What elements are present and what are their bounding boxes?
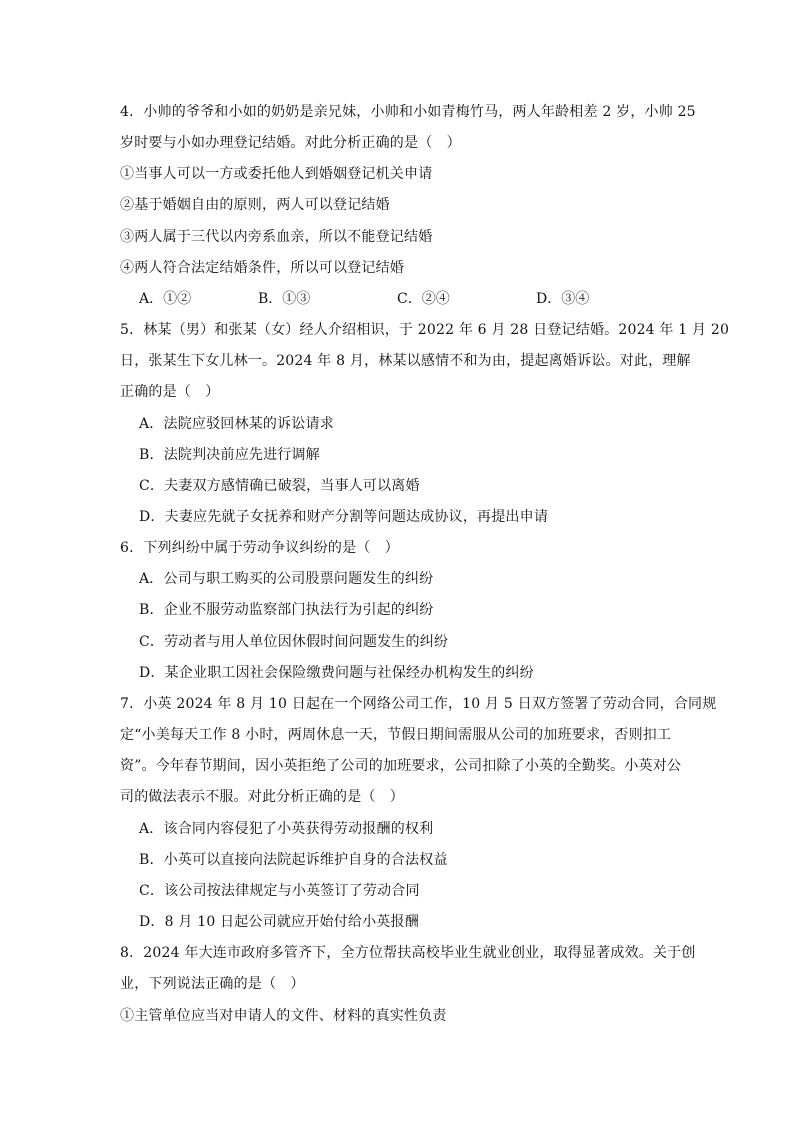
q8-statement-1: ①主管单位应当对申请人的文件、材料的真实性负责 — [120, 1008, 447, 1024]
q7-stem-line-4: 司的做法表示不服。对此分析正确的是（ ） — [120, 789, 404, 805]
q6-option-d: D．某企业职工因社会保险缴费问题与社保经办机构发生的纠纷 — [139, 665, 534, 681]
q5-stem-line-1: 5．林某（男）和张某（女）经人介绍相识，于 2022 年 6 月 28 日登记结婚。2024 年 1 月 20 — [120, 322, 730, 338]
q5-stem-line-3: 正确的是（ ） — [120, 384, 220, 400]
q7-option-c: C．该公司按法律规定与小英签订了劳动合同 — [139, 883, 420, 899]
q6-option-b: B．企业不服劳动监察部门执法行为引起的纠纷 — [139, 602, 434, 618]
q7-stem-line-2: 定“小美每天工作 8 小时，两周休息一天，节假日期间需服从公司的加班要求，否则扣工 — [120, 727, 672, 743]
q5-option-a: A．法院应驳回林某的诉讼请求 — [139, 416, 334, 432]
q8-stem-line-2: 业，下列说法正确的是（ ） — [120, 976, 305, 992]
q4-choice-a: A．①② — [139, 291, 192, 307]
q4-statement-1: ①当事人可以一方或委托他人到婚姻登记机关申请 — [120, 166, 433, 182]
q4-choice-c: C．②④ — [397, 291, 450, 307]
q8-stem-line-1: 8．2024 年大连市政府多管齐下，全方位帮扶高校毕业生就业创业，取得显著成效。关于创 — [120, 945, 696, 961]
q4-stem-line-2: 岁时要与小如办理登记结婚。对此分析正确的是（ ） — [120, 135, 461, 151]
q6-option-c: C．劳动者与用人单位因休假时间问题发生的纠纷 — [139, 634, 449, 650]
q4-choice-b: B．①③ — [258, 291, 311, 307]
q5-stem-line-2: 日，张某生下女儿林一。2024 年 8 月，林某以感情不和为由，提起离婚诉讼。对此，理解 — [120, 353, 691, 369]
q7-option-a: A．该合同内容侵犯了小英获得劳动报酬的权利 — [139, 821, 434, 837]
q5-option-c: C．夫妻双方感情确已破裂，当事人可以离婚 — [139, 478, 420, 494]
q5-option-d: D．夫妻应先就子女抚养和财产分割等问题达成协议，再提出申请 — [139, 509, 549, 525]
q4-statement-3: ③两人属于三代以内旁系血亲，所以不能登记结婚 — [120, 229, 433, 245]
q7-option-d: D．8 月 10 日起公司就应开始付给小英报酬 — [139, 914, 419, 930]
q6-stem-line-1: 6．下列纠纷中属于劳动争议纠纷的是（ ） — [120, 540, 399, 556]
q7-stem-line-3: 资”。今年春节期间，因小英拒绝了公司的加班要求，公司扣除了小英的全勤奖。小英对公 — [120, 758, 682, 774]
q6-option-a: A．公司与职工购买的公司股票问题发生的纠纷 — [139, 571, 434, 587]
q4-statement-2: ②基于婚姻自由的原则，两人可以登记结婚 — [120, 197, 390, 213]
q4-statement-4: ④两人符合法定结婚条件，所以可以登记结婚 — [120, 260, 404, 276]
q7-stem-line-1: 7．小英 2024 年 8 月 10 日起在一个网络公司工作，10 月 5 日双方签署了劳动合同，合同规 — [120, 696, 717, 712]
q4-stem-line-1: 4．小帅的爷爷和小如的奶奶是亲兄妹，小帅和小如青梅竹马，两人年龄相差 2 岁，小帅 25 — [120, 104, 696, 120]
q7-option-b: B．小英可以直接向法院起诉维护自身的合法权益 — [139, 852, 448, 868]
q5-option-b: B．法院判决前应先进行调解 — [139, 447, 320, 463]
q4-choice-d: D．③④ — [536, 291, 590, 307]
